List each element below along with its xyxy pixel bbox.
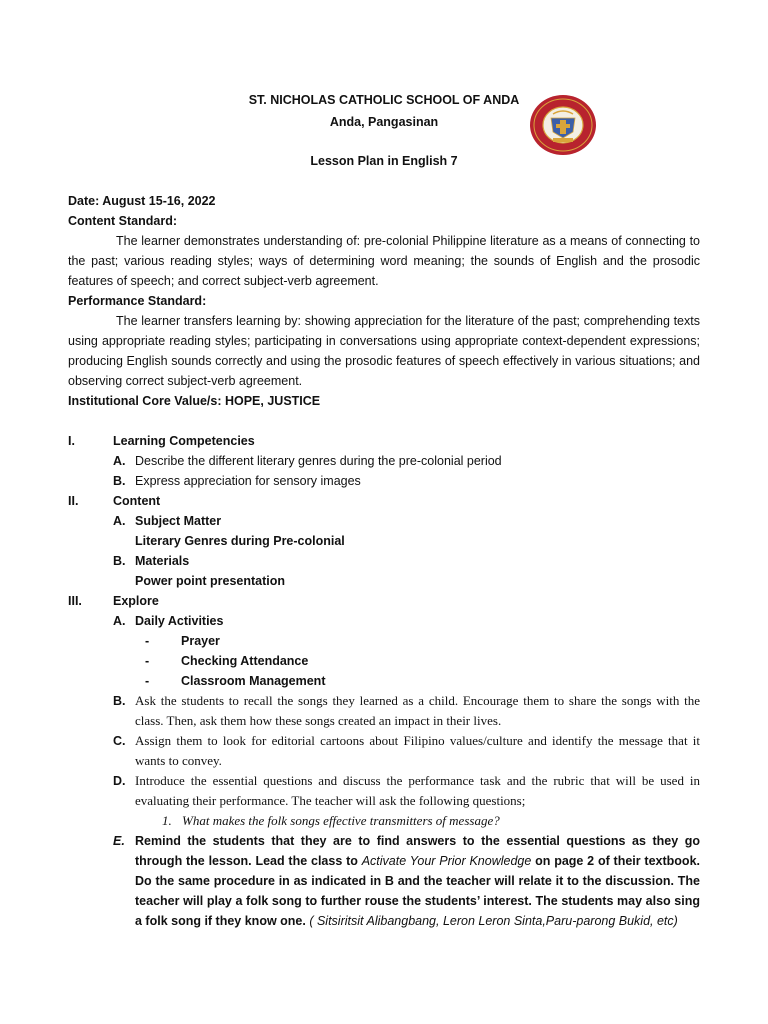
item-text: Materials [135,554,190,568]
bullet-text: Prayer [181,634,220,648]
item-letter: B. [113,474,126,488]
question-text: What makes the folk songs effective transmitters of message? [182,813,500,828]
section-3 [68,591,700,611]
bullet-dash: - [145,654,150,668]
bullet-item [68,651,700,671]
content-standard-text: The learner demonstrates understanding of: pre-colonial Philippine literature as a means of connecting to the past; various reading styles; ways of determining word meaning; the sounds of English and the prosodic features of speech; and correct subject-verb agreement. [68,234,700,288]
item-text-part: Remind the students that they are to find answers to the essential questions as they go through the lesson. Lead the class to [135,834,700,868]
section-title: Learning Competencies [113,434,255,448]
item-letter: A. [113,454,126,468]
list-item [68,611,700,631]
list-item [68,471,700,491]
item-text: Subject Matter [135,514,222,528]
item-text: Ask the students to recall the songs they learned as a child. Encourage them to share the songs with the class. Then, ask them how these songs created an impact in their lives. [135,693,700,728]
bullet-text: Classroom Management [181,674,326,688]
list-item-detail [68,531,700,551]
school-seal-icon [529,94,597,156]
section-2 [68,491,700,511]
list-item [68,451,700,471]
school-name: ST. NICHOLAS CATHOLIC SCHOOL OF ANDA [248,93,520,107]
question-item [68,811,700,831]
list-item [68,691,700,731]
performance-standard-text: The learner transfers learning by: showing appreciation for the literature of the past; comprehending texts using appropriate reading styles; participating in conversations using appropriate context-dependent expressions; producing English sounds correctly and using the prosodic features of speech effectively in various situations; and observing correct subject-verb agreement. [68,314,700,388]
bullet-dash: - [145,674,150,688]
school-location: Anda, Pangasinan [329,115,439,129]
item-letter: C. [113,734,126,748]
item-letter: B. [113,554,126,568]
content-standard-label: Content Standard: [68,214,178,228]
list-item [68,551,700,571]
bullet-item [68,671,700,691]
section-title: Explore [113,594,159,608]
item-letter: E. [113,834,125,848]
question-number: 1. [162,813,172,828]
list-item-detail [68,571,700,591]
lesson-date: Date: August 15-16, 2022 [68,194,216,208]
list-item [68,731,700,771]
bullet-item [68,631,700,651]
list-item [68,511,700,531]
item-text: Daily Activities [135,614,224,628]
document-header [0,90,768,132]
item-text: Literary Genres during Pre-colonial [135,534,345,548]
section-number: III. [68,594,82,608]
item-letter: B. [113,694,126,708]
item-text-italic: Activate Your Prior Knowledge [361,854,532,868]
item-letter: D. [113,774,126,788]
item-text-italic: ( Sitsiritsit Alibangbang, Leron Leron Sinta,Paru-parong Bukid, etc) [305,914,678,928]
core-values: Institutional Core Value/s: HOPE, JUSTICE [68,394,321,408]
item-text: Introduce the essential questions and discuss the performance task and the rubric that will be used in evaluating their performance. The teacher will ask the following questions; [135,773,700,808]
item-text: Power point presentation [135,574,286,588]
section-number: II. [68,494,79,508]
section-title: Content [113,494,161,508]
list-item [68,771,700,811]
section-number: I. [68,434,75,448]
item-text: Express appreciation for sensory images [135,474,361,488]
item-text [135,831,700,931]
item-text-part: on page 2 of their textbook. Do the same procedure in as indicated in B and the teacher will relate it to the discussion. The teacher will play a folk song to further rouse the students’ interest. The students may also sing a folk song if they know one. [135,854,700,928]
lesson-title: Lesson Plan in English 7 [310,154,458,168]
section-1 [68,431,700,451]
item-text: Assign them to look for editorial cartoons about Filipino values/culture and identify the message that it wants to convey. [135,733,700,768]
item-letter: A. [113,514,126,528]
bullet-dash: - [145,634,150,648]
document-body [68,191,700,931]
item-text: Describe the different literary genres during the pre-colonial period [135,454,502,468]
list-item [68,831,700,931]
item-letter: A. [113,614,126,628]
bullet-text: Checking Attendance [181,654,309,668]
performance-standard-label: Performance Standard: [68,294,207,308]
